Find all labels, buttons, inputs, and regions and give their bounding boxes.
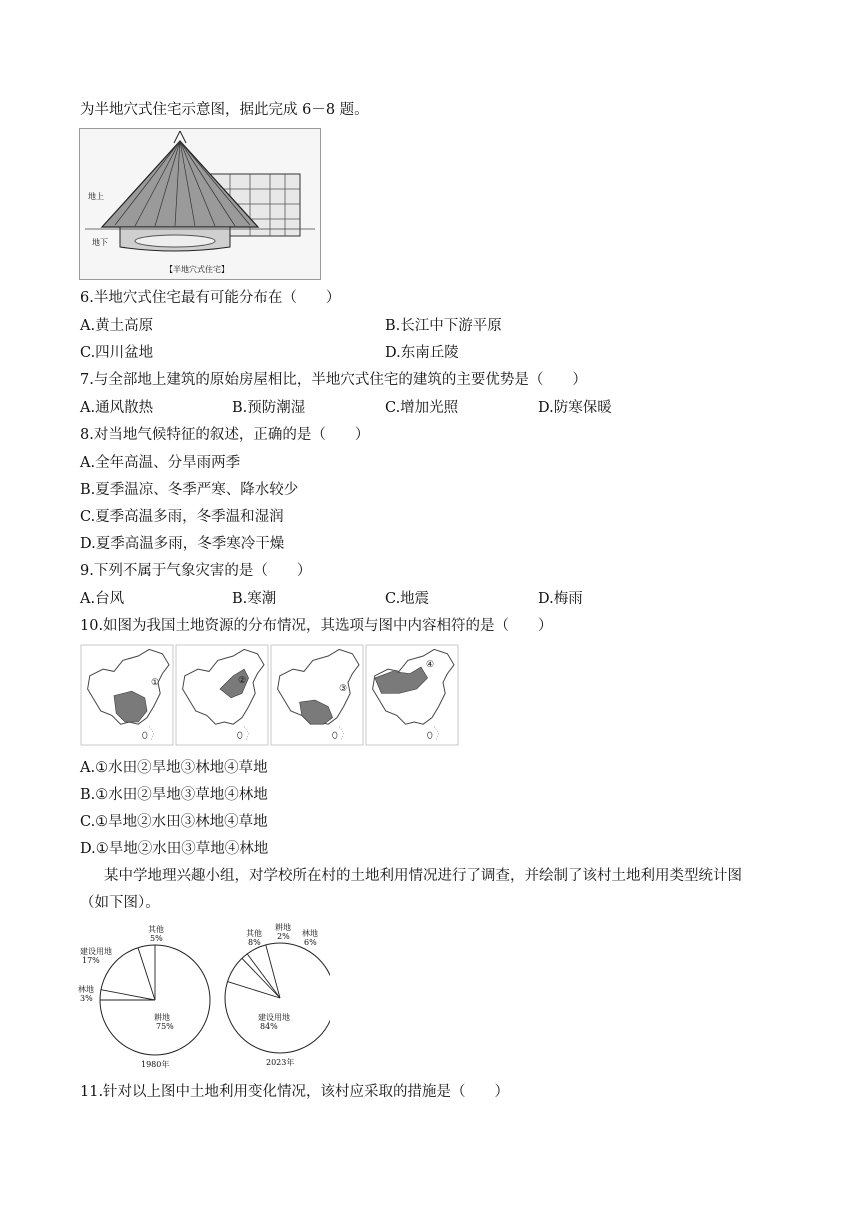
pie-charts-svg bbox=[70, 920, 330, 1070]
q6-stem: 6.半地穴式住宅最有可能分布在（ ） bbox=[80, 290, 341, 306]
house-illustration bbox=[80, 129, 320, 279]
q7-stem: 7.与全部地上建筑的原始房屋相比，半地穴式住宅的建筑的主要优势是（ ） bbox=[80, 372, 587, 388]
map-panel-3 bbox=[271, 645, 363, 745]
pie-year-title: 2023年 bbox=[266, 1058, 295, 1067]
q8-option-c[interactable]: C.夏季高温多雨，冬季温和湿润 bbox=[80, 509, 284, 525]
map-panel-1 bbox=[81, 645, 173, 745]
pie-value-其他: 8% bbox=[248, 938, 261, 947]
map-panel-4 bbox=[366, 645, 458, 745]
land-use-pie-charts bbox=[70, 920, 330, 1070]
q8-option-d[interactable]: D.夏季高温多雨，冬季寒冷干燥 bbox=[80, 536, 285, 552]
house-figure bbox=[79, 128, 321, 280]
map-label-1: ① bbox=[151, 678, 160, 688]
q9-stem: 9.下列不属于气象灾害的是（ ） bbox=[80, 563, 312, 579]
q6-option-b[interactable]: B.长江中下游平原 bbox=[385, 318, 502, 334]
pie-value-耕地: 2% bbox=[277, 932, 290, 941]
pie-value-林地: 3% bbox=[80, 994, 93, 1003]
passage-line-1: 某中学地理兴趣小组，对学校所在村的土地利用情况进行了调查，并绘制了该村土地利用类型统计图 bbox=[104, 868, 742, 884]
pie-value-建设用地: 84% bbox=[260, 1022, 278, 1031]
passage-line-2: （如下图）。 bbox=[80, 895, 160, 911]
pie-chart-2 bbox=[225, 922, 330, 1067]
pie-value-其他: 5% bbox=[150, 934, 163, 943]
q10-stem: 10.如图为我国土地资源的分布情况，其选项与图中内容相符的是（ ） bbox=[80, 618, 553, 634]
q9-option-c[interactable]: C.地震 bbox=[385, 591, 430, 607]
q6-option-d[interactable]: D.东南丘陵 bbox=[385, 345, 459, 361]
pie-value-林地: 6% bbox=[304, 938, 317, 947]
q6-option-c[interactable]: C.四川盆地 bbox=[80, 345, 154, 361]
map-label-2: ② bbox=[238, 676, 247, 686]
q9-option-d[interactable]: D.梅雨 bbox=[538, 591, 583, 607]
q10-option-b[interactable]: B.①水田②旱地③草地④林地 bbox=[80, 787, 268, 803]
land-resource-maps bbox=[79, 641, 460, 749]
intro-text: 为半地穴式住宅示意图，据此完成 6－8 题。 bbox=[80, 102, 369, 118]
pie-label-其他: 其他 bbox=[246, 929, 262, 938]
q7-option-d[interactable]: D.防寒保暖 bbox=[538, 400, 612, 416]
q9-option-a[interactable]: A.台风 bbox=[80, 591, 125, 607]
q7-option-b[interactable]: B.预防潮湿 bbox=[232, 400, 306, 416]
pie-chart-1 bbox=[78, 924, 210, 1069]
q10-option-a[interactable]: A.①水田②旱地③林地④草地 bbox=[80, 760, 268, 776]
map-label-3: ③ bbox=[339, 684, 348, 694]
pie-label-林地: 林地 bbox=[78, 985, 94, 994]
pie-value-建设用地: 17% bbox=[82, 956, 100, 965]
q11-stem: 11.针对以上图中土地利用变化情况，该村应采取的措施是（ ） bbox=[80, 1084, 510, 1100]
pie-label-耕地: 耕地 bbox=[154, 1013, 170, 1022]
pie-outline bbox=[225, 943, 330, 1053]
q8-stem: 8.对当地气候特征的叙述，正确的是（ ） bbox=[80, 427, 370, 443]
label-below-ground: 地下 bbox=[92, 238, 108, 247]
pie-year-title: 1980年 bbox=[141, 1060, 170, 1069]
map-panel-2 bbox=[176, 645, 268, 745]
house-caption: 【半地穴式住宅】 bbox=[165, 265, 229, 274]
pie-value-耕地: 75% bbox=[156, 1022, 174, 1031]
map-label-4: ④ bbox=[426, 660, 435, 670]
label-above-ground: 地上 bbox=[88, 192, 104, 201]
q8-option-a[interactable]: A.全年高温、分旱雨两季 bbox=[80, 455, 241, 471]
q7-option-c[interactable]: C.增加光照 bbox=[385, 400, 459, 416]
pie-label-建设用地: 建设用地 bbox=[80, 947, 112, 956]
pie-label-建设用地: 建设用地 bbox=[258, 1013, 290, 1022]
pie-label-林地: 林地 bbox=[302, 929, 318, 938]
pie-label-耕地: 耕地 bbox=[275, 923, 291, 932]
q6-option-a[interactable]: A.黄土高原 bbox=[80, 318, 154, 334]
q10-option-d[interactable]: D.①旱地②水田③草地④林地 bbox=[80, 841, 269, 857]
pie-label-其他: 其他 bbox=[148, 925, 164, 934]
q8-option-b[interactable]: B.夏季温凉、冬季严寒、降水较少 bbox=[80, 482, 299, 498]
q10-option-c[interactable]: C.①旱地②水田③林地④草地 bbox=[80, 814, 268, 830]
china-maps-panel bbox=[79, 641, 460, 749]
q9-option-b[interactable]: B.寒潮 bbox=[232, 591, 277, 607]
q7-option-a[interactable]: A.通风散热 bbox=[80, 400, 154, 416]
